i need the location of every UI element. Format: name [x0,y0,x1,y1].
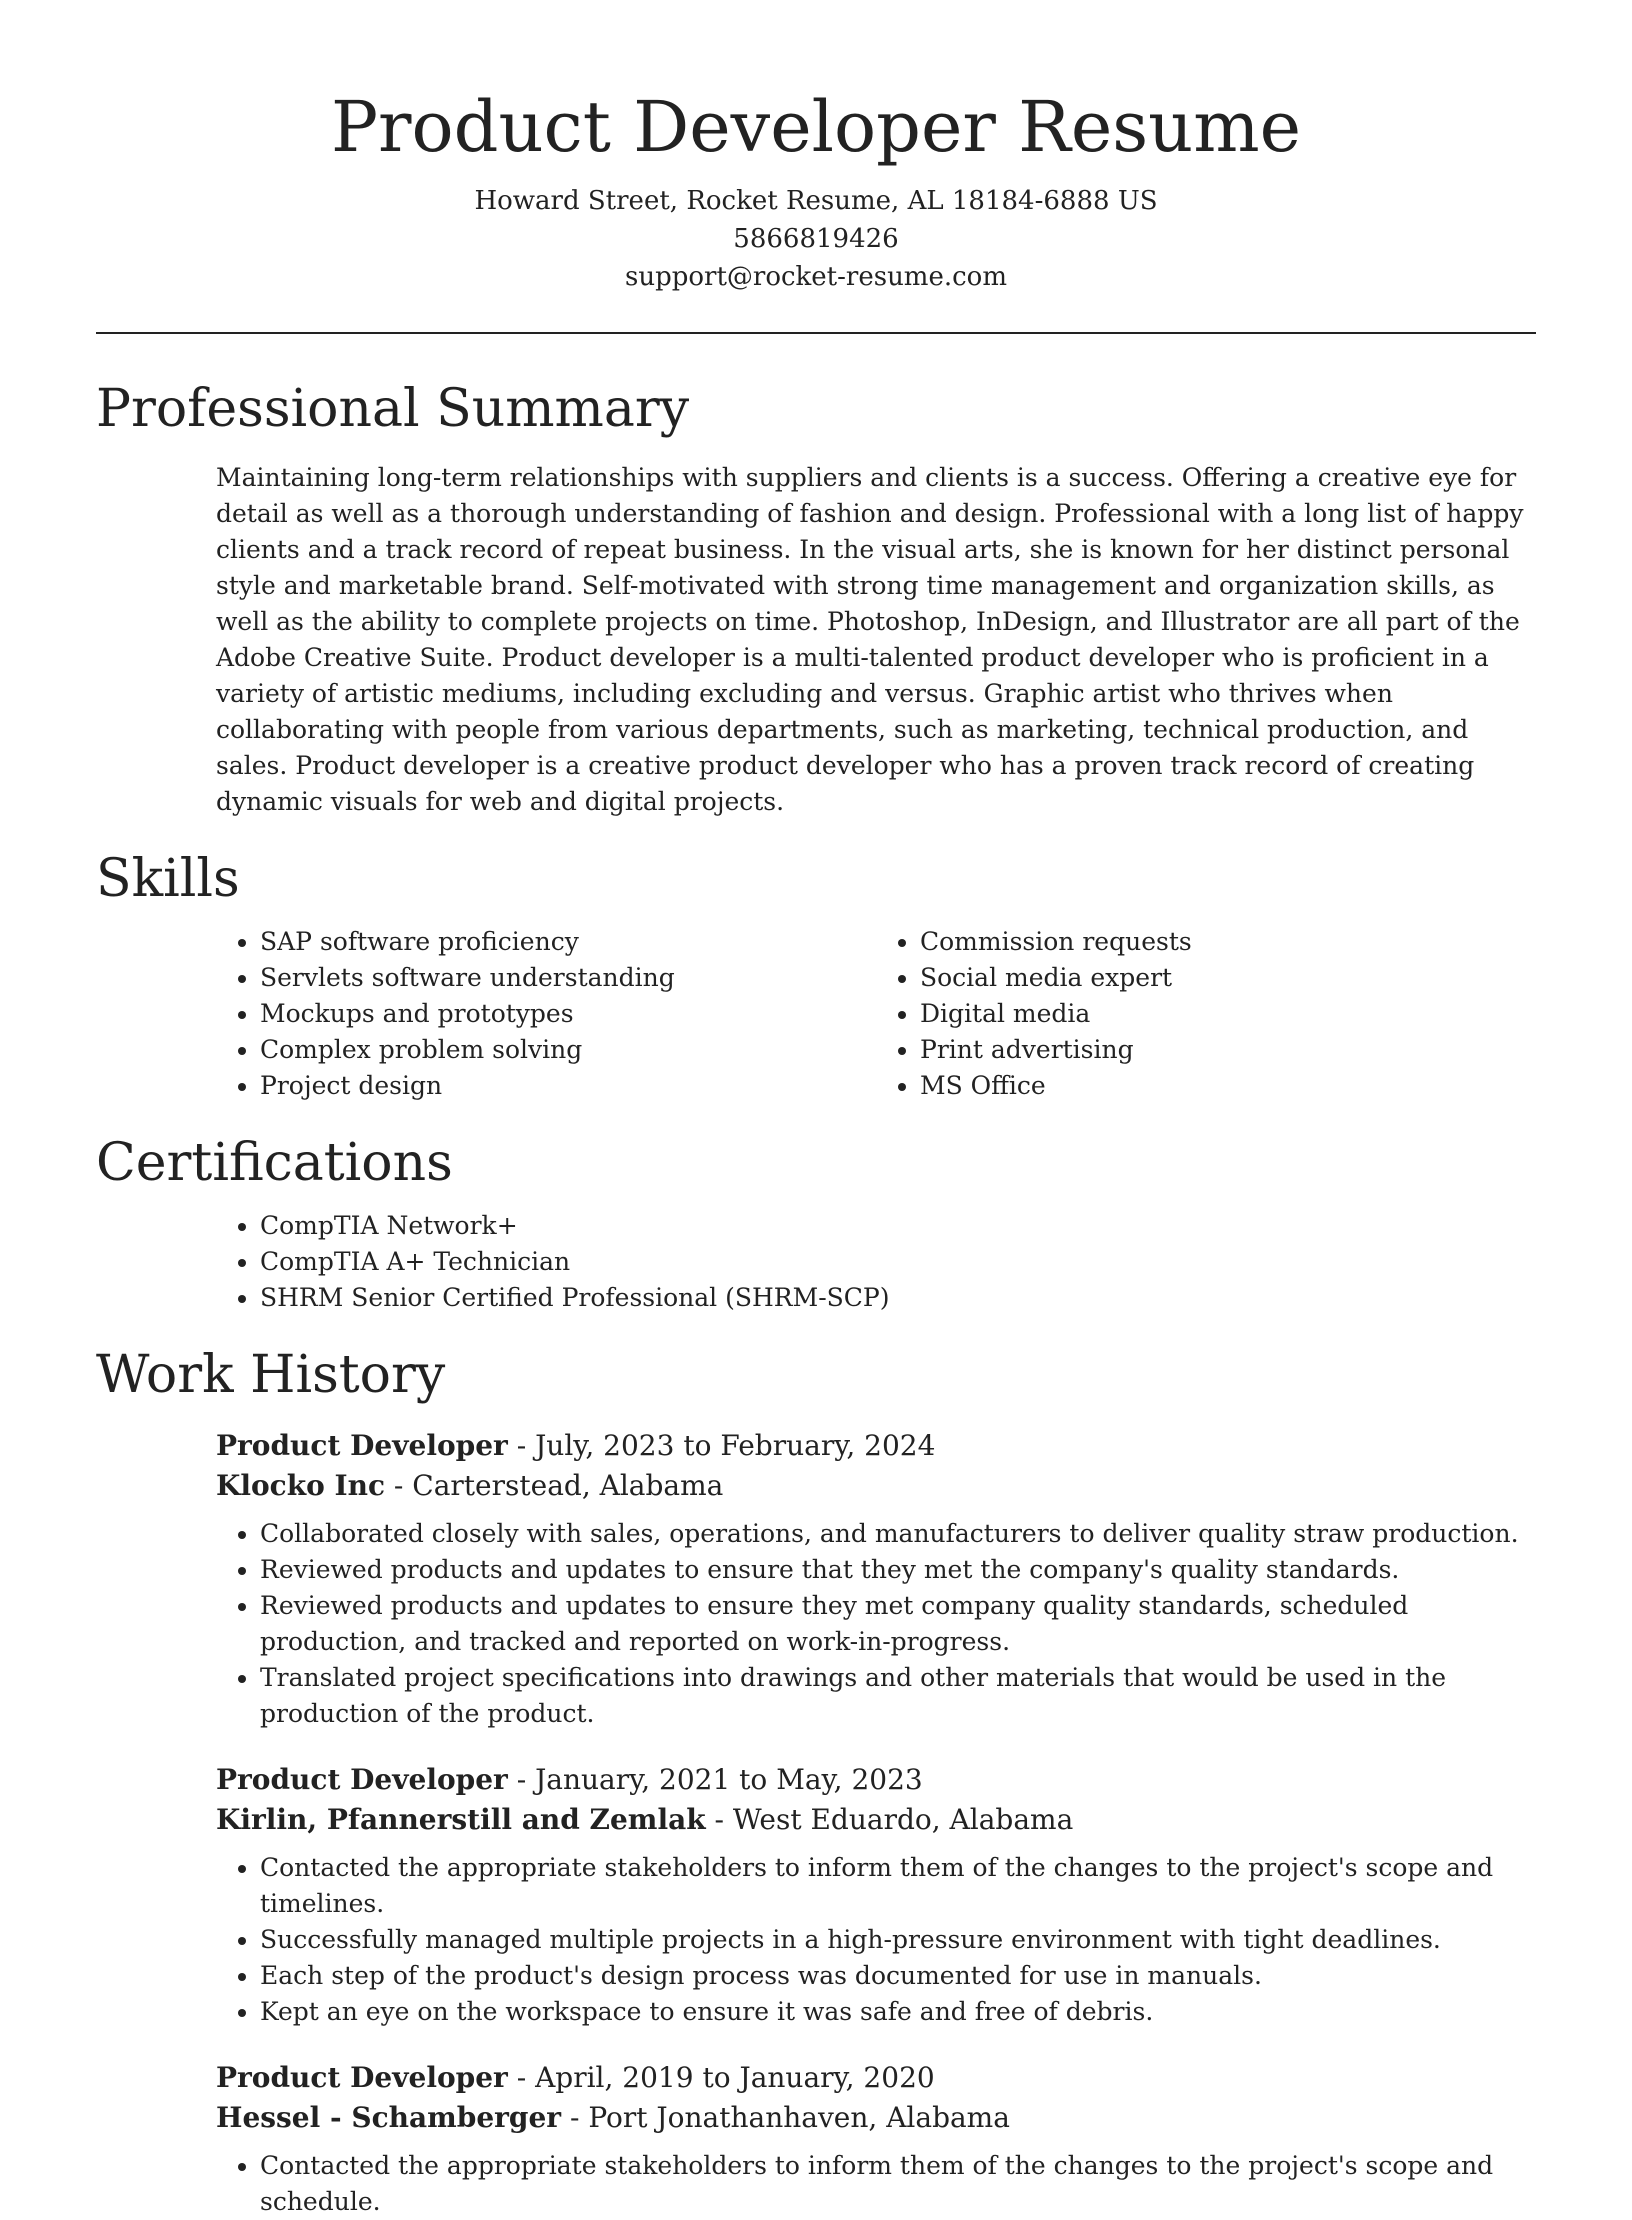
job-title: Product Developer [216,1429,508,1462]
skills-heading: Skills [96,849,240,909]
certifications-heading: Certifications [96,1133,453,1193]
contact-block [0,182,1632,296]
job-entry [216,1760,1536,2030]
job-title: Product Developer [216,2061,508,2094]
job-bullet: • Reviewed products and updates to ensure they met company quality standards, scheduled production, and tracked and reported on work-in-progress. [260,1588,1536,1660]
certification-item: • CompTIA Network+ [260,1208,1536,1244]
job-entry [216,2058,1536,2220]
skill-item: • Social media expert [920,960,1536,996]
summary-heading: Professional Summary [96,379,690,439]
job-dates: January, 2021 to May, 2023 [535,1763,923,1796]
job-location: West Eduardo, Alabama [732,1803,1074,1836]
skill-item: • Commission requests [920,924,1536,960]
job-company-line: Klocko Inc - Carterstead, Alabama [216,1469,724,1502]
skills-left-list [216,924,876,1104]
job-title-line: Product Developer - January, 2021 to May, 2023 [216,1763,923,1796]
skill-item: • Print advertising [920,1032,1536,1068]
job-bullet: • Each step of the product's design process was documented for use in manuals. [260,1958,1536,1994]
job-bullet: • Collaborated closely with sales, operations, and manufacturers to deliver quality straw production. [260,1516,1536,1552]
work-history-heading: Work History [96,1345,446,1405]
skill-item: • SAP software proficiency [260,924,876,960]
skills-section [96,844,1536,1104]
job-bullet: • Contacted the appropriate stakeholders to inform them of the changes to the project's scope and timelines. [260,1850,1536,1922]
skill-item: • Project design [260,1068,876,1104]
skill-item: • Servlets software understanding [260,960,876,996]
skill-item: • Complex problem solving [260,1032,876,1068]
header-divider [96,332,1536,334]
job-dates: July, 2023 to February, 2024 [535,1429,936,1462]
summary-text: Maintaining long-term relationships with suppliers and clients is a success. Offering a creative eye for detail as well as a thorough understanding of fashion and design. Professional with a long list of happy clients and a track record of repeat business. In the visual arts, she is known for her distinct personal style and marketable brand. Self-motivated with strong time management and organization skills, as well as the ability to complete projects on time. Photoshop, InDesign, and Illustrator are all part of the Adobe Creative Suite. Product developer is a multi-talented product developer who is proficient in a variety of artistic mediums, including excluding and versus. Graphic artist who thrives when collaborating with people from various departments, such as marketing, technical production, and sales. Product developer is a creative product developer who has a proven track record of creating dynamic visuals for web and digital projects. [216,463,1524,816]
skill-item: • MS Office [920,1068,1536,1104]
job-entry [216,1426,1536,1732]
job-bullet: • Kept an eye on the workspace to ensure it was safe and free of debris. [260,1994,1536,2030]
job-location: Carterstead, Alabama [412,1469,724,1502]
job-dates: April, 2019 to January, 2020 [535,2061,935,2094]
skills-right-list [876,924,1536,1104]
job-company: Klocko Inc [216,1469,386,1502]
job-bullet: • Reviewed products and updates to ensure that they met the company's quality standards. [260,1552,1536,1588]
job-bullets [216,1850,1536,2030]
job-bullets [216,2148,1536,2220]
job-company: Hessel - Schamberger [216,2101,562,2134]
certification-item: • SHRM Senior Certified Professional (SHRM-SCP) [260,1280,1536,1316]
job-title-line: Product Developer - July, 2023 to February, 2024 [216,1429,936,1462]
job-title-line: Product Developer - April, 2019 to January, 2020 [216,2061,935,2094]
job-location: Port Jonathanhaven, Alabama [588,2101,1010,2134]
certifications-list [216,1208,1536,1316]
summary-section [96,374,1536,820]
work-history-section [96,1340,1536,2220]
job-company: Kirlin, Pfannerstill and Zemlak [216,1803,706,1836]
skill-item: • Mockups and prototypes [260,996,876,1032]
certifications-section [96,1128,1536,1316]
resume-header [0,0,1632,296]
skills-columns [216,924,1536,1104]
job-bullet: • Successfully managed multiple projects in a high-pressure environment with tight deadlines. [260,1922,1536,1958]
job-company-line: Kirlin, Pfannerstill and Zemlak - West Eduardo, Alabama [216,1803,1074,1836]
contact-email: support@rocket-resume.com [624,262,1007,292]
skill-item: • Digital media [920,996,1536,1032]
job-company-line: Hessel - Schamberger - Port Jonathanhaven, Alabama [216,2101,1010,2134]
job-bullet: • Translated project specifications into drawings and other materials that would be used in the production of the product. [260,1660,1536,1732]
job-bullets [216,1516,1536,1732]
contact-address: Howard Street, Rocket Resume, AL 18184-6888 US [474,186,1158,216]
certification-item: • CompTIA A+ Technician [260,1244,1536,1280]
resume-title: Product Developer Resume [330,86,1302,168]
contact-phone: 5866819426 [733,224,899,254]
job-bullet: • Contacted the appropriate stakeholders to inform them of the changes to the project's scope and schedule. [260,2148,1536,2220]
job-title: Product Developer [216,1763,508,1796]
